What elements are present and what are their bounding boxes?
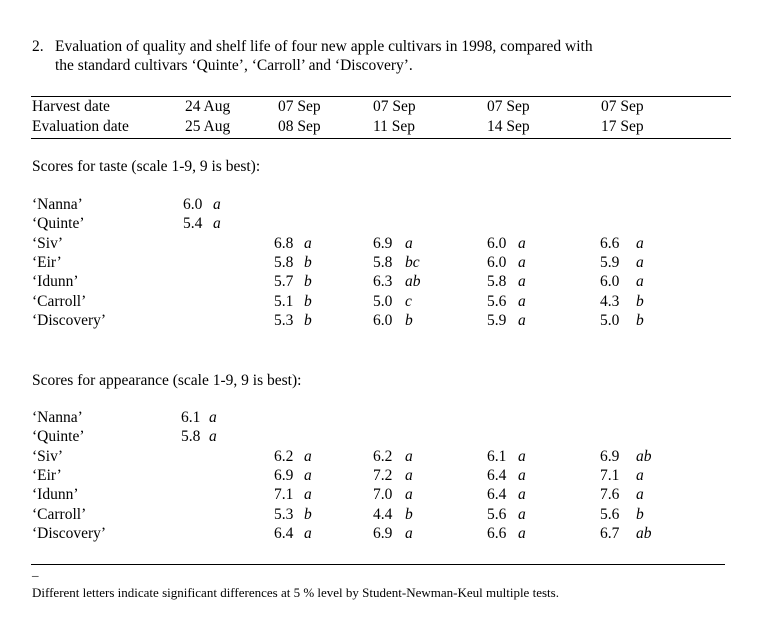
appearance-value-r5-c5: 7.6	[600, 486, 620, 503]
appearance-value-r3-c2: 6.2	[274, 448, 294, 465]
appearance-letter-r3-c5: ab	[636, 448, 652, 465]
appearance-letter-r5-c5: a	[636, 486, 644, 503]
appearance-letter-r7-c5: ab	[636, 525, 652, 542]
appearance-value-r4-c3: 7.2	[373, 467, 393, 484]
taste-cultivar-7: ‘Discovery’	[32, 312, 107, 329]
evaluation-date-col-1: 25 Aug	[185, 118, 231, 135]
appearance-value-r7-c5: 6.7	[600, 525, 620, 542]
taste-letter-r7-c5: b	[636, 312, 644, 329]
taste-cultivar-3: ‘Siv’	[32, 235, 63, 252]
taste-value-r6-c3: 5.0	[373, 293, 393, 310]
appearance-letter-r5-c2: a	[304, 486, 312, 503]
taste-value-r7-c3: 6.0	[373, 312, 393, 329]
taste-value-r5-c4: 5.8	[487, 273, 507, 290]
taste-letter-r1-c1: a	[213, 196, 221, 213]
appearance-value-r4-c4: 6.4	[487, 467, 507, 484]
taste-value-r5-c5: 6.0	[600, 273, 620, 290]
taste-value-r7-c4: 5.9	[487, 312, 507, 329]
taste-letter-r6-c5: b	[636, 293, 644, 310]
appearance-letter-r6-c4: a	[518, 506, 526, 523]
taste-letter-r3-c4: a	[518, 235, 526, 252]
harvest-date-col-2: 07 Sep	[278, 98, 321, 115]
taste-letter-r4-c2: b	[304, 254, 312, 271]
appearance-cultivar-5: ‘Idunn’	[32, 486, 79, 503]
appearance-letter-r5-c4: a	[518, 486, 526, 503]
taste-value-r5-c3: 6.3	[373, 273, 393, 290]
appearance-cultivar-4: ‘Eir’	[32, 467, 62, 484]
taste-letter-r4-c4: a	[518, 254, 526, 271]
taste-cultivar-2: ‘Quinte’	[32, 215, 85, 232]
taste-letter-r6-c4: a	[518, 293, 526, 310]
appearance-value-r7-c2: 6.4	[274, 525, 294, 542]
appearance-letter-r4-c4: a	[518, 467, 526, 484]
appearance-letter-r7-c2: a	[304, 525, 312, 542]
taste-value-r6-c4: 5.6	[487, 293, 507, 310]
taste-letter-r3-c3: a	[405, 235, 413, 252]
appearance-value-r5-c4: 6.4	[487, 486, 507, 503]
evaluation-date-label: Evaluation date	[32, 118, 129, 135]
appearance-letter-r3-c4: a	[518, 448, 526, 465]
appearance-value-r6-c5: 5.6	[600, 506, 620, 523]
appearance-letter-r7-c3: a	[405, 525, 413, 542]
taste-letter-r2-c1: a	[213, 215, 221, 232]
taste-letter-r3-c2: a	[304, 235, 312, 252]
evaluation-date-col-5: 17 Sep	[601, 118, 644, 135]
appearance-letter-r2-c1: a	[209, 428, 217, 445]
taste-letter-r6-c3: c	[405, 293, 412, 310]
taste-value-r4-c5: 5.9	[600, 254, 620, 271]
appearance-letter-r6-c2: b	[304, 506, 312, 523]
appearance-cultivar-2: ‘Quinte’	[32, 428, 85, 445]
taste-letter-r6-c2: b	[304, 293, 312, 310]
appearance-section-title: Scores for appearance (scale 1-9, 9 is best):	[32, 372, 302, 389]
taste-letter-r5-c4: a	[518, 273, 526, 290]
appearance-value-r4-c2: 6.9	[274, 467, 294, 484]
harvest-date-col-4: 07 Sep	[487, 98, 530, 115]
appearance-cultivar-3: ‘Siv’	[32, 448, 63, 465]
taste-value-r3-c5: 6.6	[600, 235, 620, 252]
taste-letter-r4-c5: a	[636, 254, 644, 271]
evaluation-date-col-4: 14 Sep	[487, 118, 530, 135]
taste-cultivar-4: ‘Eir’	[32, 254, 62, 271]
footnote-dash: _	[32, 563, 39, 578]
appearance-letter-r4-c3: a	[405, 467, 413, 484]
taste-cultivar-6: ‘Carroll’	[32, 293, 87, 310]
appearance-cultivar-7: ‘Discovery’	[32, 525, 107, 542]
taste-value-r7-c5: 5.0	[600, 312, 620, 329]
taste-letter-r5-c3: ab	[405, 273, 421, 290]
appearance-value-r5-c3: 7.0	[373, 486, 393, 503]
appearance-value-r3-c3: 6.2	[373, 448, 393, 465]
appearance-value-r7-c3: 6.9	[373, 525, 393, 542]
appearance-value-r7-c4: 6.6	[487, 525, 507, 542]
taste-value-r6-c5: 4.3	[600, 293, 620, 310]
appearance-value-r5-c2: 7.1	[274, 486, 294, 503]
taste-letter-r7-c2: b	[304, 312, 312, 329]
appearance-cultivar-6: ‘Carroll’	[32, 506, 87, 523]
taste-letter-r4-c3: bc	[405, 254, 420, 271]
footnote-text: Different letters indicate significant differences at 5 % level by Student-Newman-Keul multiple tests.	[32, 585, 559, 600]
taste-value-r7-c2: 5.3	[274, 312, 294, 329]
harvest-date-col-3: 07 Sep	[373, 98, 416, 115]
header-bottom-rule	[31, 138, 731, 139]
taste-value-r5-c2: 5.7	[274, 273, 294, 290]
taste-cultivar-1: ‘Nanna’	[32, 196, 83, 213]
taste-value-r4-c2: 5.8	[274, 254, 294, 271]
appearance-value-r1-c1: 6.1	[181, 409, 201, 426]
appearance-letter-r3-c2: a	[304, 448, 312, 465]
evaluation-date-col-2: 08 Sep	[278, 118, 321, 135]
table-bottom-rule	[31, 564, 725, 565]
harvest-date-col-1: 24 Aug	[185, 98, 231, 115]
caption-line-2: the standard cultivars ‘Quinte’, ‘Carroll’ and ‘Discovery’.	[55, 57, 413, 74]
caption-number: 2.	[32, 38, 44, 55]
appearance-letter-r4-c5: a	[636, 467, 644, 484]
taste-letter-r7-c3: b	[405, 312, 413, 329]
taste-value-r3-c4: 6.0	[487, 235, 507, 252]
appearance-value-r4-c5: 7.1	[600, 467, 620, 484]
taste-section-title: Scores for taste (scale 1-9, 9 is best):	[32, 158, 261, 175]
appearance-letter-r6-c5: b	[636, 506, 644, 523]
appearance-letter-r3-c3: a	[405, 448, 413, 465]
harvest-date-col-5: 07 Sep	[601, 98, 644, 115]
appearance-value-r3-c4: 6.1	[487, 448, 507, 465]
appearance-letter-r1-c1: a	[209, 409, 217, 426]
taste-value-r4-c3: 5.8	[373, 254, 393, 271]
evaluation-date-col-3: 11 Sep	[373, 118, 416, 135]
taste-value-r4-c4: 6.0	[487, 254, 507, 271]
appearance-cultivar-1: ‘Nanna’	[32, 409, 83, 426]
appearance-value-r6-c2: 5.3	[274, 506, 294, 523]
taste-value-r3-c2: 6.8	[274, 235, 294, 252]
appearance-value-r6-c3: 4.4	[373, 506, 393, 523]
appearance-value-r3-c5: 6.9	[600, 448, 620, 465]
taste-letter-r5-c5: a	[636, 273, 644, 290]
taste-letter-r7-c4: a	[518, 312, 526, 329]
appearance-value-r6-c4: 5.6	[487, 506, 507, 523]
appearance-letter-r5-c3: a	[405, 486, 413, 503]
appearance-letter-r7-c4: a	[518, 525, 526, 542]
appearance-value-r2-c1: 5.8	[181, 428, 201, 445]
caption-line-1: Evaluation of quality and shelf life of four new apple cultivars in 1998, compared with	[55, 38, 593, 55]
taste-letter-r5-c2: b	[304, 273, 312, 290]
taste-value-r2-c1: 5.4	[183, 215, 203, 232]
appearance-letter-r6-c3: b	[405, 506, 413, 523]
taste-value-r1-c1: 6.0	[183, 196, 203, 213]
taste-value-r3-c3: 6.9	[373, 235, 393, 252]
taste-cultivar-5: ‘Idunn’	[32, 273, 79, 290]
taste-letter-r3-c5: a	[636, 235, 644, 252]
appearance-letter-r4-c2: a	[304, 467, 312, 484]
harvest-date-label: Harvest date	[32, 98, 110, 115]
taste-value-r6-c2: 5.1	[274, 293, 294, 310]
